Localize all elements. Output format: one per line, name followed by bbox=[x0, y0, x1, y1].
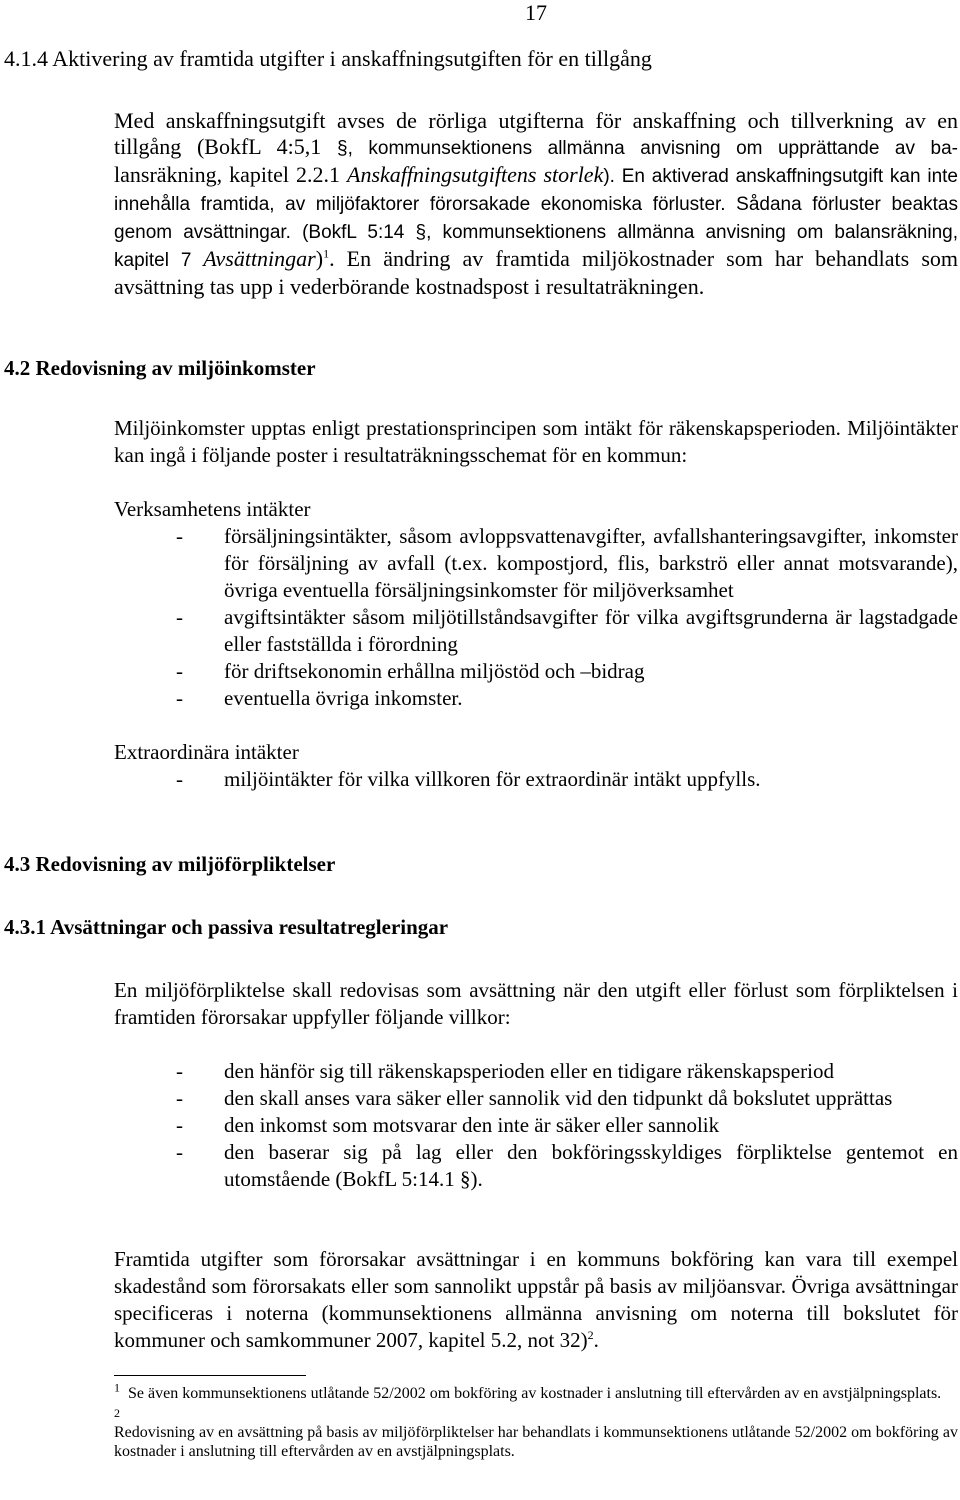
list-item bbox=[114, 1058, 958, 1085]
footnote-2: Redovisning av en avsättning på basis av miljöförpliktelser har behandlats i kommunsektionens utlåtande 52/2002 om bokföring av kostnader i anslutning till eftervården av en avstjälpningsplats. bbox=[114, 1424, 958, 1460]
footnote-mark: 2 bbox=[114, 1406, 120, 1420]
text-run-italic: Avsättningar bbox=[203, 246, 316, 271]
text-run-sans: ). En aktiverad anskaffningsutgift kan inte innehålla framtida, av miljöfaktorer förorsakade ekonomiska förluster. Sådana förluster beaktas genom avsättningar. (BokfL 5:14 §, kommunsektionens allmänna anvisning om balansräkning, kapitel 7 bbox=[114, 166, 958, 271]
list-dash: - bbox=[176, 1086, 183, 1110]
page-number: 17 bbox=[525, 0, 547, 25]
list-dash: - bbox=[176, 659, 183, 683]
list-item-text: den skall anses vara säker eller sannolik vid den tidpunkt då bokslutet upprättas bbox=[224, 1086, 893, 1110]
list-item-text: försäljningsintäkter, såsom avloppsvattenavgifter, avfallshanteringsavgifter, inkomster för försäljning av avfall (t.ex. kompostjord, flis, barkströ eller annat motsvarande), övriga eventuella försäljningsinkomster för miljöverksamhet bbox=[224, 524, 958, 602]
list-item bbox=[114, 685, 958, 712]
list-item-text: den baserar sig på lag eller den bokföringsskyldiges förpliktelse gentemot en utomstående (BokfL 5:14.1 §). bbox=[224, 1140, 958, 1191]
list-item bbox=[114, 1112, 958, 1139]
list-item bbox=[114, 658, 958, 685]
group-title-verksamhetens: Verksamhetens intäkter bbox=[114, 497, 311, 521]
list-dash: - bbox=[176, 1059, 183, 1083]
list-item-text: miljöintäkter för vilka villkoren för extraordinär intäkt uppfylls. bbox=[224, 767, 761, 791]
list-extraordinara-intakter bbox=[114, 766, 958, 793]
list-dash: - bbox=[176, 767, 183, 791]
list-item bbox=[114, 1139, 958, 1193]
list-dash: - bbox=[176, 686, 183, 710]
section-4-3-1-body bbox=[114, 977, 958, 1193]
paragraph-miljoforpliktelse: En miljöförpliktelse skall redovisas som avsättning när den utgift eller förlust som förpliktelsen i framtiden förorsakar uppfyller följande villkor: bbox=[114, 978, 958, 1029]
footnote-separator bbox=[114, 1375, 306, 1376]
text-run: . bbox=[593, 1328, 599, 1352]
list-item bbox=[114, 1085, 958, 1112]
text-run: lansräkning, kapitel 2.2.1 bbox=[114, 162, 348, 187]
list-dash: - bbox=[176, 1113, 183, 1137]
section-4-2-body bbox=[114, 415, 958, 793]
footnote-mark: 1 bbox=[114, 1380, 120, 1395]
section-heading-4-2: 4.2 Redovisning av miljöinkomster bbox=[4, 356, 316, 380]
footnote-ref[interactable]: 1 bbox=[323, 246, 330, 261]
footnote-text: Se även kommunsektionens utlåtande 52/2002 om bokföring av kostnader i anslutning till eftervården av en avstjälpningsplats. bbox=[128, 1385, 942, 1402]
list-verksamhetens-intakter bbox=[114, 523, 958, 712]
list-dash: - bbox=[176, 524, 183, 548]
list-item-text: för driftsekonomin erhållna miljöstöd och –bidrag bbox=[224, 659, 645, 683]
list-dash: - bbox=[176, 1140, 183, 1164]
list-item-text: eventuella övriga inkomster. bbox=[224, 686, 463, 710]
list-villkor bbox=[114, 1058, 958, 1193]
list-item bbox=[114, 766, 958, 793]
text-run: Framtida utgifter som förorsakar avsättningar i en kommuns bokföring kan vara till exempel skadestånd som förorsakats eller som sannolikt uppstår på basis av miljöansvar. Övriga avsättningar specificeras i noterna (kommunsektionens allmänna anvisning om noterna till bokslutet för kommuner och samkommuner 2007, kapitel 5.2, not 32) bbox=[114, 1247, 958, 1352]
text-run: Med anskaffningsutgift avses de rörliga utgifterna för anskaffning och tillverkning av en tillgång (BokfL 4:5,1 bbox=[114, 108, 958, 159]
text-run-italic: Anskaffningsutgiftens storlek bbox=[347, 162, 604, 187]
paragraph-framtida-utgifter bbox=[114, 1246, 958, 1354]
list-item bbox=[114, 523, 958, 604]
text-run-sans: §, kommunsektionens allmänna anvisning om upprättande av ba- bbox=[337, 138, 958, 159]
footnotes bbox=[114, 1380, 958, 1461]
list-item-text: den hänför sig till räkenskapsperioden eller en tidigare räkenskapsperiod bbox=[224, 1059, 834, 1083]
text-run: . En ändring av framtida miljökostnader som har behandlats som avsättning tas upp i vederbörande kostnadspost i resultaträkningen. bbox=[114, 246, 959, 299]
group-title-extraordinara: Extraordinära intäkter bbox=[114, 740, 299, 764]
text-run: ) bbox=[315, 246, 324, 271]
section-heading-4-1-4: 4.1.4 Aktivering av framtida utgifter i anskaffningsutgiften för en tillgång bbox=[4, 46, 652, 71]
footnote-ref[interactable]: 2 bbox=[587, 1328, 594, 1342]
footnote-1 bbox=[114, 1380, 958, 1403]
paragraph-anskaffningsutgift bbox=[114, 108, 958, 300]
list-item-text: den inkomst som motsvarar den inte är säker eller sannolik bbox=[224, 1113, 720, 1137]
footnote-2-mark-line bbox=[114, 1403, 958, 1423]
list-dash: - bbox=[176, 605, 183, 629]
section-heading-4-3-1: 4.3.1 Avsättningar och passiva resultatregleringar bbox=[4, 915, 449, 939]
section-heading-4-3: 4.3 Redovisning av miljöförpliktelser bbox=[4, 852, 336, 876]
list-item bbox=[114, 604, 958, 658]
paragraph-miljoinkomster: Miljöinkomster upptas enligt prestationsprincipen som intäkt för räkenskapsperioden. Miljöintäkter kan ingå i följande poster i resultaträkningsschemat för en kommun: bbox=[114, 416, 958, 467]
list-item-text: avgiftsintäkter såsom miljötillståndsavgifter för vilka avgiftsgrunderna är lagstadgade eller fastställda i förordning bbox=[224, 605, 958, 656]
